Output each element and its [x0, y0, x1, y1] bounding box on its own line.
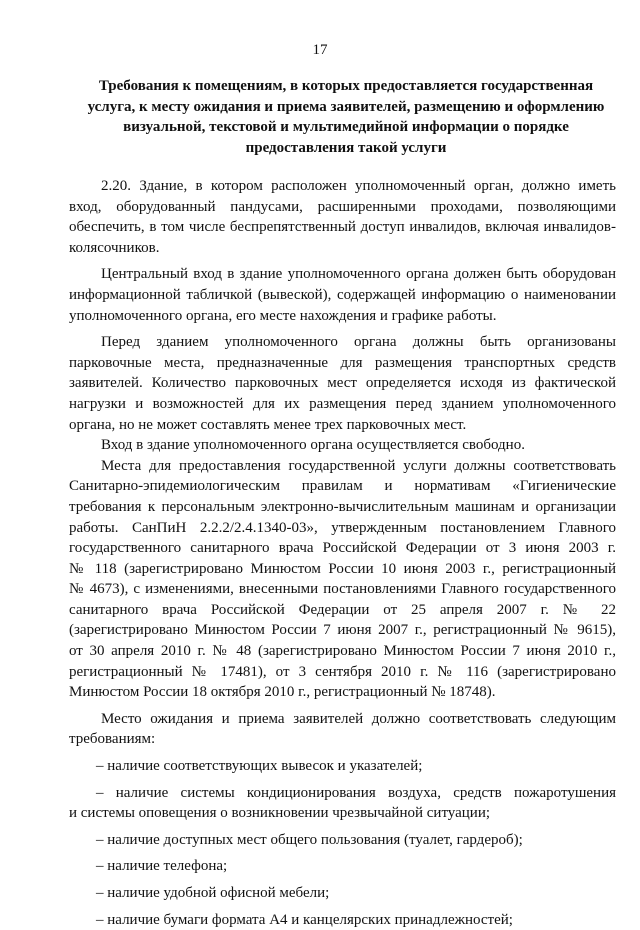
heading-line: услуга, к месту ожидания и приема заявителей, размещению и оформлению: [87, 98, 605, 115]
list-item: – наличие доступных мест общего пользования (туалет, гардероб);: [96, 831, 523, 848]
text-line: (зарегистрировано Минюстом России 7 июня 2007 г., регистрационный № 9615),: [69, 622, 616, 639]
text-line: вход, оборудованный пандусами, расширенными проходами, позволяющими: [69, 198, 616, 215]
text-line: информационной табличкой (вывеской), содержащей информацию о наименовании: [69, 286, 616, 303]
list-item: – наличие соответствующих вывесок и указателей;: [96, 758, 423, 775]
text-line: требования к персональным электронно-вычислительным машинам и организации: [69, 498, 616, 515]
heading-line: Требования к помещениям, в которых предоставляется государственная: [98, 78, 594, 94]
text-line: государственного санитарного врача Российской Федерации от 3 июня 2003 г.: [69, 540, 616, 557]
heading-line: предоставления такой услуги: [245, 139, 447, 156]
text-line: парковочные места, предназначенные для размещения транспортных средств: [69, 354, 616, 371]
text-line: от 30 апреля 2010 г. № 48 (зарегистрировано Минюстом России 7 июня 2010 г.,: [69, 643, 616, 660]
text-line: № 118 (зарегистрировано Минюстом России 10 июня 2003 г., регистрационный: [69, 560, 616, 577]
text-line: 2.20. Здание, в котором расположен уполномоченный орган, должно иметь: [101, 178, 616, 194]
text-line: требованиям:: [69, 731, 156, 748]
text-line: колясочников.: [69, 239, 160, 256]
text-line: Центральный вход в здание уполномоченного органа должен быть оборудован: [101, 266, 616, 283]
text-line: Место ожидания и приема заявителей должно соответствовать следующим: [101, 710, 616, 727]
text-line: работы. СанПиН 2.2.2/2.4.1340-03», утвержденным постановлением Главного: [69, 519, 616, 536]
heading-line: визуальной, текстовой и мультимедийной информации о порядке: [123, 119, 569, 135]
body-text: [69, 176, 616, 930]
text-line: Перед зданием уполномоченного органа должны быть организованы: [101, 334, 616, 351]
text-line: санитарного врача Российской Федерации от 25 апреля 2007 г. № 22: [69, 601, 616, 618]
section-heading: [76, 76, 616, 158]
text-line: Санитарно-эпидемиологическим правилам и нормативам «Гигиенические: [69, 478, 616, 495]
page-number: 17: [312, 42, 328, 58]
list-item: – наличие удобной офисной мебели;: [96, 885, 330, 901]
text-line: Места для предоставления государственной услуги должны соответствовать: [101, 457, 616, 474]
text-line: нагрузки и возможностей для их размещения перед зданием уполномоченного: [69, 395, 616, 412]
text-line: регистрационный № 17481), от 3 сентября 2010 г. № 116 (зарегистрировано: [69, 663, 616, 680]
list-item: – наличие бумаги формата А4 и канцелярских принадлежностей;: [96, 911, 513, 928]
text-line: Вход в здание уполномоченного органа осуществляется свободно.: [101, 437, 525, 454]
list-item: – наличие системы кондиционирования воздуха, средств пожаротушения: [96, 784, 616, 801]
text-line: заявителей. Количество парковочных мест определяется исходя из фактической: [69, 375, 616, 392]
text-line: Минюстом России 18 октября 2010 г., регистрационный № 18748).: [69, 684, 496, 701]
text-line: № 4673), с изменениями, внесенными постановлениями Главного государственного: [69, 581, 616, 598]
list-item: – наличие телефона;: [96, 858, 228, 875]
text-line: обеспечить, в том числе беспрепятственный доступ инвалидов, включая инвалидов-: [69, 219, 616, 236]
text-line: органа, но не может составлять менее трех парковочных мест.: [69, 416, 467, 433]
list-item-continuation: и системы оповещения о возникновении чрезвычайной ситуации;: [69, 805, 491, 822]
text-line: уполномоченного органа, его месте нахождения и графике работы.: [69, 307, 497, 324]
